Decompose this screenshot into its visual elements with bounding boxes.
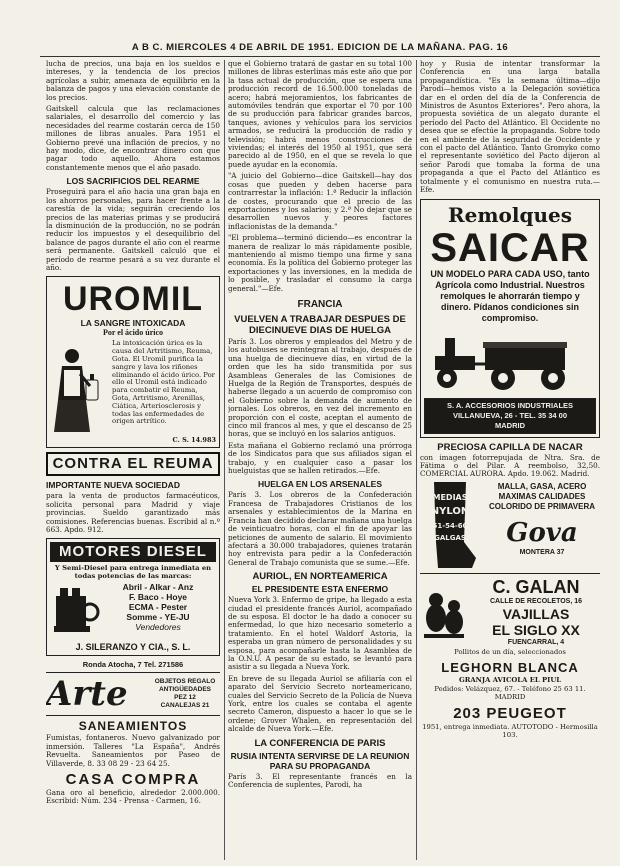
- motores-diesel-ad: [46, 538, 220, 656]
- contra-reuma-banner: CONTRA EL REUMA: [46, 452, 220, 476]
- motores-brand: F. Baco - Hoye: [128, 592, 188, 603]
- motores-vendedor: Vendedores: [135, 622, 181, 633]
- medias-line: MALLA, GASA, ACERO: [497, 481, 587, 491]
- article-subheadline: EL PRESIDENTE ESTA ENFERMO: [251, 584, 389, 595]
- uromil-brand: UROMIL: [62, 280, 204, 319]
- article-headline: LOS SACRIFICIOS DEL REARME: [66, 176, 200, 187]
- section-title: FRANCIA: [297, 298, 343, 310]
- galan-ad: [420, 573, 600, 647]
- column-rule: [224, 60, 225, 860]
- casa-compra-headline: CASA COMPRA: [65, 771, 201, 788]
- uromil-subtitle-2: Por el ácido úrico: [102, 328, 164, 338]
- column-rule: [416, 60, 417, 860]
- capilla-headline: PRECIOSA CAPILLA DE NACAR: [437, 441, 583, 453]
- motores-dealer: J. SILERANZO Y CIA., S. L.: [75, 642, 191, 653]
- motores-brand: Somme - YE-JU: [126, 612, 190, 623]
- sock-text: GALGAS: [434, 533, 466, 542]
- tractor-illustration: [425, 326, 595, 396]
- motores-brand: ECMA - Pester: [128, 602, 188, 613]
- galan-name: C. GALAN: [492, 576, 580, 597]
- uromil-body: La intoxicación úrica es la causa del Artritismo, Reuma, Gota. El Uromil purifica la sangre y lava los riñones eliminando el ácido úrico. Por ello el Uromil está indicado para combatir el Reuma, Gota, Artritismo, Arenillas, Ciática, Arteriosclerosis y todas las enfermedades de origen artrítico.: [112, 339, 215, 426]
- dog-figurine-illustration: [420, 582, 468, 642]
- remolques-text: UN MODELO PARA CADA USO, tanto Agrícola como Industrial. Nuestros remolques le ahorrarán tiempo y dinero. Pídanos condiciones sin compromiso.: [430, 268, 590, 323]
- arte-logo: Arte: [46, 674, 128, 715]
- casa-compra-text: Gana oro al beneficio, alrededor 2.000.000. Escribid: Núm. 234 - Prensa - Carmen, 16.: [46, 788, 220, 806]
- remolques-city: MADRID: [495, 420, 525, 430]
- leghorn-headline: LEGHORN BLANCA: [441, 659, 579, 675]
- gova-logo: Gova: [506, 517, 578, 548]
- saneamientos-text: Fumistas, fontaneros. Nuevo galvanizado por inmersión. Talleres "La España", Andrés Revuelta. Saneamientos por Paseo de Villaverde, 8. 33 08 29 - 23 64 25.: [46, 733, 220, 768]
- article-headline: AURIOL, EN NORTEAMERICA: [252, 571, 388, 583]
- arte-side-line: OBJETOS REGALO: [154, 678, 216, 686]
- arte-side-line: CANALEJAS 21: [160, 702, 210, 710]
- galan-fuencarral: FUENCARRAL, 4: [507, 638, 565, 646]
- article-text: "A juicio del Gobierno—dice Gaitskell—hay dos cosas que pueden y deben hacerse para contrarrestar la inflación: 1.ª Reducir la inflación de costes, procurando que el precio de las exportaciones y los salarios; y 2.ª No dejar que se desarrollen nuevos y peores factores inflacionistas de la demanda.": [228, 171, 412, 231]
- remolques-address: VILLANUEVA, 26 - TEL. 35 34 00: [452, 410, 568, 420]
- medias-line: MAXIMAS CALIDADES: [498, 491, 586, 501]
- remolques-saicar-ad: [420, 199, 600, 438]
- galan-address: CALLE DE RECOLETOS, 16: [489, 597, 583, 605]
- granja-address: Pedidos: Velázquez, 67. - Teléfono 25 63 11. MADRID: [434, 684, 586, 701]
- column-2: [228, 60, 412, 792]
- article-text: Gaitskell calcula que las reclamaciones salariales, el desarrollo del comercio y las necesidades del rearme costarán cerca de 150 millones de libras anuales. Para 1951 el Gobierno prevé una inflación de precios, y no hay modo, dice, de encontrar dinero con que pagar todo aquello. Ahora estamos constantemente menos que el año pasado.: [46, 104, 220, 172]
- article-text: En breve de su llegada Auriol se afiliaría con el aparato del Servicio Secreto norteamericano, cuales del Servicio Secreto de la Policía de Nueva York, entre los cuales se contaba el agente secreto Cameron, dispuesto a hacer lo que se le ordene; Grover Whalen, en representación del alcalde de Nueva York.—Efe.: [228, 673, 412, 734]
- article-headline: VUELVEN A TRABAJAR DESPUES DE DIECINUEVE DIAS DE HUELGA: [234, 313, 406, 336]
- engine-icon: [50, 582, 100, 642]
- column-3: [420, 60, 600, 740]
- medias-nylon-ad: [420, 482, 600, 570]
- article-text: París 3. El representante francés en la Conferencia de suplentes, Parodi, ha: [228, 771, 412, 790]
- gova-address: MONTERA 37: [519, 548, 565, 556]
- remolques-company: S. A. ACCESORIOS INDUSTRIALES: [446, 400, 574, 410]
- stocking-illustration: [420, 482, 480, 570]
- motores-subtitle: Y Semi-Diesel para entrega inmediata en todas potencias de las marcas:: [54, 564, 212, 581]
- arte-ad: [46, 672, 220, 716]
- granja-name: GRANJA AVICOLA EL PIUL: [458, 675, 562, 684]
- medias-line: COLORIDO DE PRIMAVERA: [488, 501, 596, 511]
- capilla-text: con imagen fotorrepujada de Ntra. Sra. de Fátima o del Pilar. A reembolso, 32,50. COMERCIAL AURORA. Apdo. 19.062. Madrid.: [420, 452, 600, 479]
- galan-vajillas: VAJILLAS: [502, 605, 570, 622]
- motores-address: Ronda Atocha, 7 Tel. 271586: [82, 660, 184, 670]
- sock-text: MEDIAS: [432, 492, 468, 502]
- uromil-subtitle: LA SANGRE INTOXICADA: [80, 318, 186, 329]
- arte-side-line: PEZ 12: [174, 694, 196, 702]
- page-header: A B C. MIERCOLES 4 DE ABRIL DE 1951. EDICION DE LA MAÑANA. PAG. 16: [40, 40, 600, 57]
- article-text: "El problema—terminó diciendo—es encontrar la manera de realizar lo más rápidamente posible, manteniendo al mismo tiempo una firme y sana economía. Es la política del Gobierno proteger las exportaciones y las inversiones, en la medida de lo posible, y trasladar el consumo la carga general."—Efe.: [228, 233, 412, 293]
- article-headline: HUELGA EN LOS ARSENALES: [257, 479, 383, 490]
- sock-text: NYLON: [430, 505, 470, 517]
- sock-text: 51-54-60: [432, 521, 468, 530]
- leghorn-pre: Pollitos de un día, seleccionados: [454, 647, 566, 656]
- column-1: [46, 60, 220, 809]
- article-text: Esta mañana el Gobierno reclamó una prórroga de los Sindicatos para que sus afiliados sigan el trabajo, y en cualquier caso a pasar los huelguistas que se hallen retirados.—Efe.: [228, 440, 412, 476]
- peugeot-headline: 203 PEUGEOT: [453, 704, 567, 722]
- peugeot-text: 1951, entrega inmediata. AUTOTODO - Hermosilla 103.: [422, 722, 598, 739]
- motores-title: MOTORES DIESEL: [50, 542, 216, 562]
- article-text: París 3. Los obreros y empleados del Metro y de los autobuses se reintegran al trabajo, después de una huelga de diecinueve días, en virtud de la orden que les ha sido transmitida por sus Asambleas Generales de las Comisiones de Huelga de la Región de Transportes, después de haberse llegado a un acuerdo de compromiso con el Gobierno sobre la demanda de aumento de jornales. Los obreros, en vez del incremento en proporción con el coste, aceptan el aumento de cinco mil francos al mes, y que el descanso de 25 horas, que se incluyó en los salarios antiguos.: [228, 336, 412, 439]
- remolques-title: Remolques: [448, 202, 572, 227]
- uromil-code: C. S. 14.983: [172, 436, 216, 445]
- article-text: hoy y Rusia de intentar transformar la Conferencia en una larga batalla propagandística. "Es la semana última—dijo Parodi—hemos visto a la Delegación soviética dar en el orden del día de la Conferencia de Ministros de Asuntos Exteriores". Pero ahora, la propuesta soviética de un alegato durante el período del Pacto del Atlántico. El Occidente no desea que se efectúe la propaganda. Sobre todo en el ambiente de la seguridad de Occidente y con el pacto del Atlántico. Tanto Gromyko como el representante soviético del Pacto dijeron al señor Parodi que tomaba la forma de una propaganda a que el Pacto del Atlántico es totalmente y el comunismo en nuestra ruta.—Efe.: [420, 60, 600, 195]
- saneamientos-headline: SANEAMIENTOS: [78, 719, 188, 734]
- article-text: Proseguirá para el año hacia una gran baja en los ahorros personales, para hacer frente a la carestía de la vida; seguirán creciendo los precios de las materias primas y se producirá la disminución de la producción, no se podrán reducir los impuestos y el desequilibrio del balance de pagos durante el año con el rearme será permanente. Gaitskell calculó que el período de rearme pesará a su vez durante el año.: [46, 187, 220, 272]
- nurse-illustration: [50, 340, 108, 436]
- saicar-brand: SAICAR: [430, 225, 590, 270]
- article-text: París 3. Los obreros de la Confederación Francesa de Trabajadores Cristianos de los arsenales y establecimientos de la Marina en Francia han decidido declarar mañana una huelga de veinticuatro horas, con el fin de apoyar las peticiones de aumento de salario. El movimiento afectará a 30.000 trabajadores, quienes tratarán hoy entrevista para pedir a la Confederación General de Trabajo comunista que se sume.—Efe.: [228, 490, 412, 567]
- classified-text: para la venta de productos farmacéuticos, solicita personal para Madrid y viaje provincias. Sueldo garantizado más comisiones. Referencias buenas. Escribid al n.º 663. Apdo. 912.: [46, 491, 220, 534]
- article-headline: LA CONFERENCIA DE PARIS: [254, 737, 386, 749]
- motores-brand: Abril - Alkar - Anz: [122, 582, 194, 593]
- article-text: que el Gobierno tratará de gastar en su total 100 millones de libras esterlinas más este año que por la tasa actual de producción, que se espera una producción record de 16.500.000 toneladas de acero; habrá mejoramientos, los fabricantes de automóviles tendrán que exportar el 70 por 100 de su producción para fabricar grandes barcos, tanques, aviones y vehículos para los servicios armados, se reducirá la producción de radio y televisión; habrá menos construcciones de viviendas; el interés del 1950 al 1951, que será parecido al de 1950, en el que se revela lo que puede ayudar en la economía.: [228, 60, 412, 169]
- article-text: lucha de precios, una baja en los sueldos e intereses, y la tendencia de los precios agrícolas a subir, amenaza de equilibrio en la balanza de pagos y una elevación constante de los precios.: [46, 60, 220, 102]
- article-text: Nueva York 3. Enfermo de gripe, ha llegado a esta ciudad el presidente francés Auriol, acompañado de su esposa. El doctor le ha dado a conocer su enfermedad, lo que hizo necesario someterlo a tratamiento. En el hotel Waldorf Astoria, la esperaba un gran número de personalidades y su esposa, para acompañarle hasta la Asamblea de la O.N.U. A pesar de su estado, se levantó para asistir a su llegada a Nueva York.: [228, 595, 412, 672]
- galan-siglo: EL SIGLO XX: [492, 621, 580, 638]
- article-subheadline: RUSIA INTENTA SERVIRSE DE LA REUNION PARA SU PROPAGANDA: [230, 750, 410, 771]
- classified-headline: IMPORTANTE NUEVA SOCIEDAD: [46, 480, 180, 491]
- arte-side-line: ANTIGÜEDADES: [158, 686, 211, 694]
- uromil-ad: [46, 276, 220, 448]
